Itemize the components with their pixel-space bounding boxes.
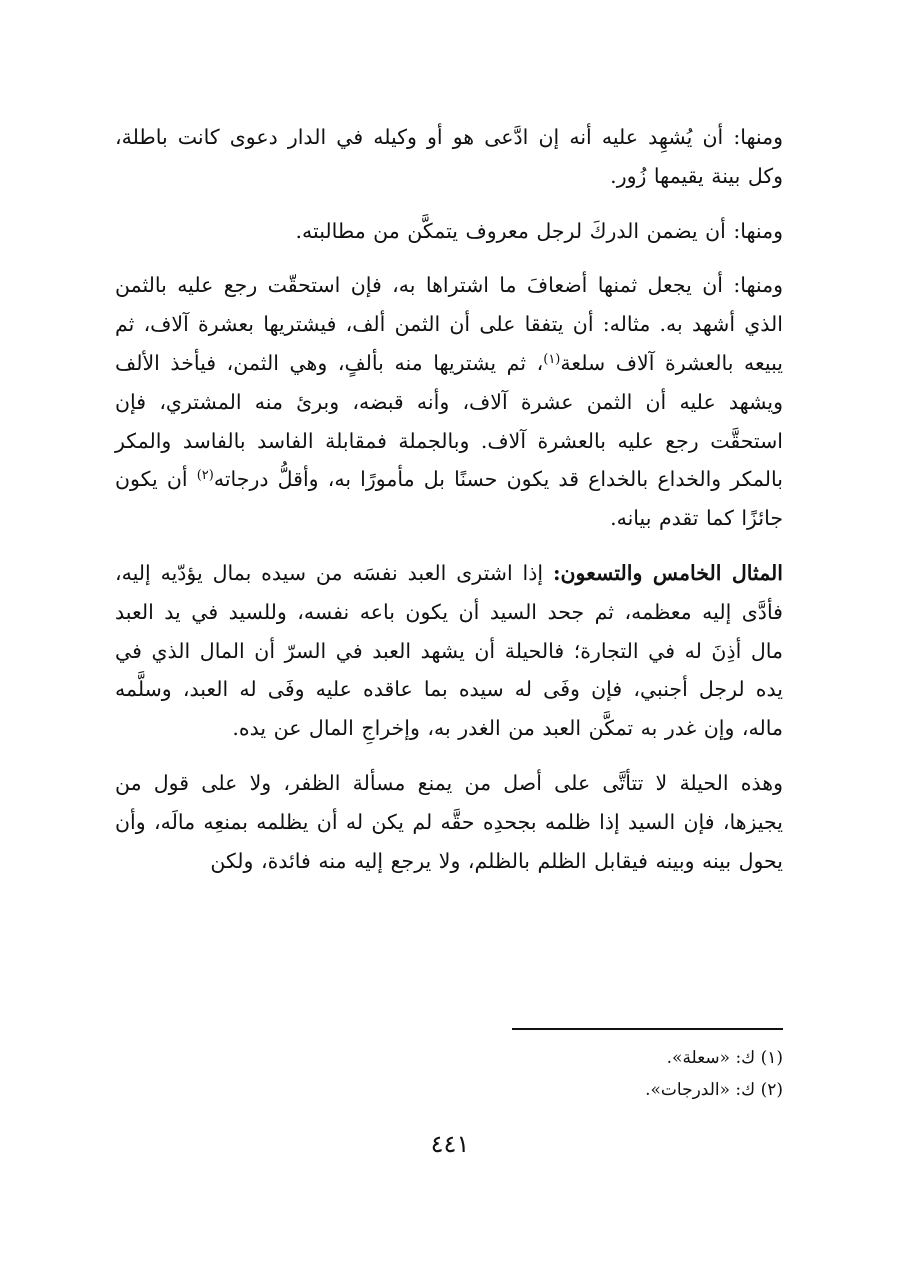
footnote-1: (١) ك: «سعلة». — [666, 1048, 783, 1068]
paragraph-text: وهذه الحيلة لا تتأتَّى على أصل من يمنع مسألة الظفر، ولا على قول من يجيزها، فإن السيد إذا ظلمه بجحدِه حقَّه لم يكن له أن يظلمه بمنعِه مالَه، وأن يحول بينه وبينه فيقابل الظلم بالظلم، ولا يرجع إليه منه فائدة، ولكن — [115, 770, 783, 873]
page-number: ٤٤١ — [430, 1130, 470, 1158]
paragraph-text-part: ، ثم يشتريها منه بألفٍ، وهي الثمن، فيأخذ الألف ويشهد عليه أن الثمن عشرة آلاف، وأنه قبضه، وبرئ منه المشتري، فإن استحقَّت رجع عليه بالعشرة آلاف. وبالجملة فمقابلة الفاسد بالفاسد والمكر بالمكر والخداع بالخداع قد يكون حسنًا بل مأمورًا به، وأقلُّ درجاته — [115, 350, 783, 492]
paragraph-witness-claim — [115, 118, 783, 196]
paragraph-text: إذا اشترى العبد نفسَه من سيده بمال يؤدّيه إليه، فأدَّى إليه معظمه، ثم جحد السيد أن يكون باعه نفسه، وللسيد في يد العبد مال أذِنَ له في التجارة؛ فالحيلة أن يشهد العبد في السرّ أن المال الذي في يده لرجل أجنبي، فإن وفَى له سيده بما عاقده عليه وفَى له العبد، وسلَّمه ماله، وإن غدر به تمكَّن العبد من الغدر به، وإخراجِ المال عن يده. — [115, 560, 783, 741]
paragraph-guarantee — [115, 212, 783, 251]
paragraph-text: ومنها: أن يضمن الدركَ لرجل معروف يتمكَّن من مطالبته. — [295, 218, 783, 243]
paragraph-text-part: ومنها: أن يجعل ثمنها أضعافَ ما اشتراها به، فإن استحقّت رجع عليه بالثمن الذي أشهد به. مثاله: أن يتفقا على أن الثمن ألف، فيشتريها بعشرة آلاف، ثم يبيعه بالعشرة آلاف سلعة — [115, 273, 783, 375]
paragraph-trick-note — [115, 764, 783, 880]
paragraph-example-95 — [115, 554, 783, 748]
paragraph-price-multiple — [115, 266, 783, 538]
footnote-divider — [512, 1028, 783, 1030]
example-heading: المثال الخامس والتسعون: — [552, 560, 783, 585]
paragraph-text: ومنها: أن يُشهِد عليه أنه إن ادَّعى هو أو وكيله في الدار دعوى كانت باطلة، وكل بينة يقيمها زُور. — [115, 125, 783, 188]
paragraph-text-part: أن يكون جائزًا كما تقدم بيانه. — [115, 467, 783, 531]
footnotes — [115, 1042, 783, 1106]
main-text — [115, 118, 783, 896]
footnote-marker-1[interactable]: (١) — [543, 351, 561, 367]
footnote-2: (٢) ك: «الدرجات». — [645, 1080, 783, 1100]
footnote-marker-2[interactable]: (٢) — [196, 468, 214, 484]
